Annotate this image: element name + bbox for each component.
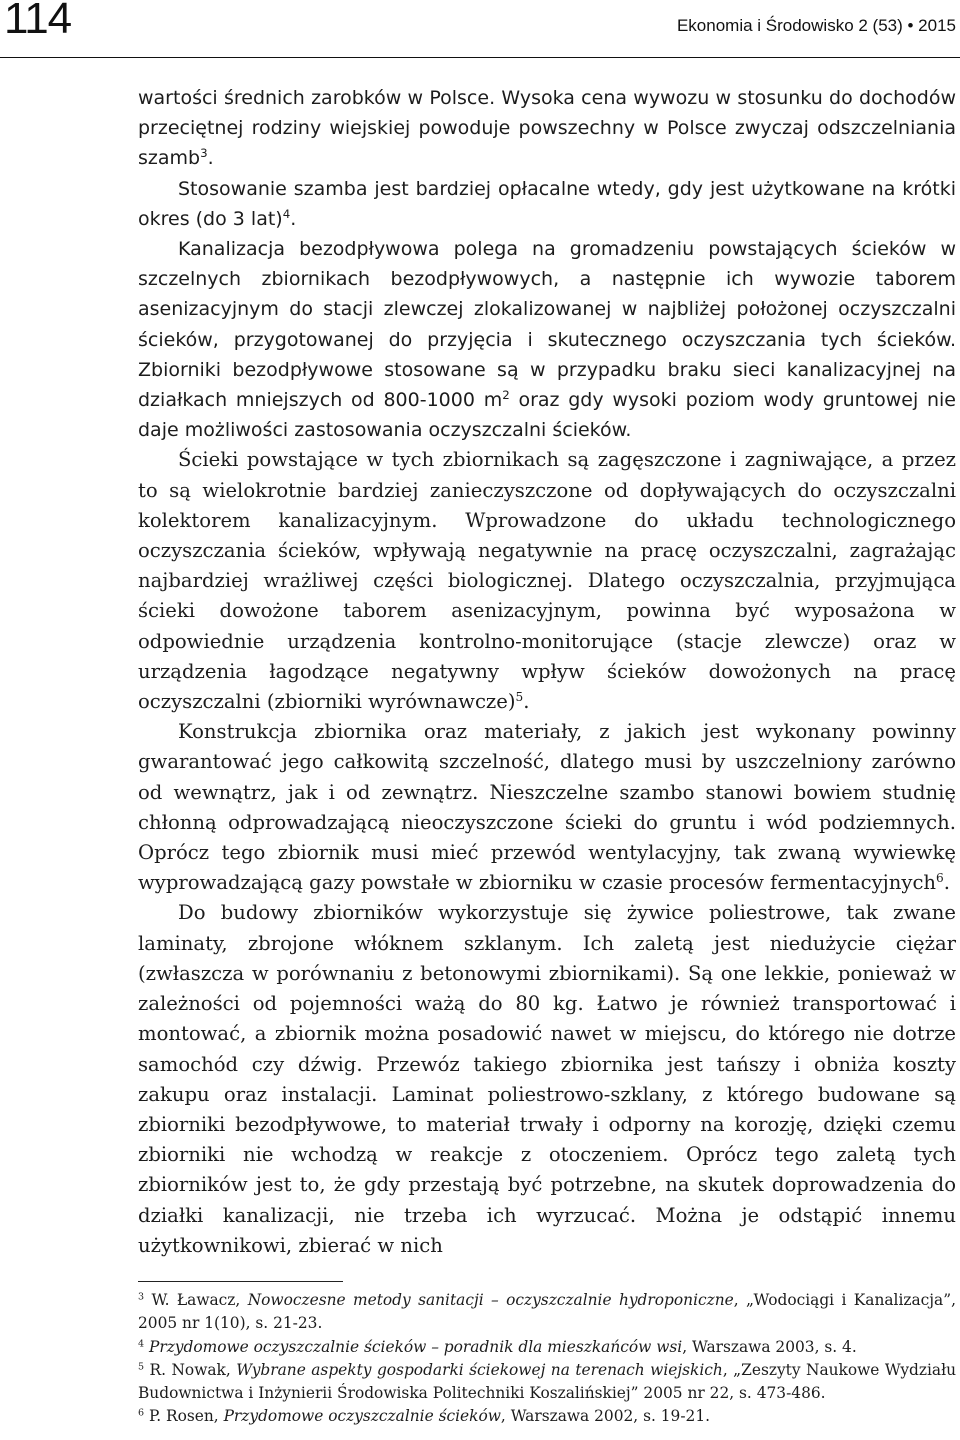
paragraph-4-text: Konstrukcja zbiornika oraz materiały, z jakich jest wykonany powinny gwarantować jego całkowitą szczelność, dlatego musi by uszczelniony zarówno od wewnątrz, jak i od zewnątrz. Nieszczelne szambo stanowi bowiem studnię chłonną odprowadzającą nieoczyszczone ścieki do gruntu i wód podziemnych. Oprócz tego zbiornik musi mieć przewód wentylacyjny, tak zwaną wywiewkę wyprowadzającą gazy powstałe w zbiorniku w czasie procesów fermentacyjnych [138,720,956,895]
footnote-number: 6 [138,1407,145,1419]
paragraph-1: wartości średnich zarobków w Polsce. Wysoka cena wywozu w stosunku do dochodów przeciętnej rodziny wiejskiej powoduje powszechny w Polsce zwyczaj odszczelniania szamb$^3$. Stosowanie szamba jest bardziej opłacalne wtedy, gdy jest użytkowane na krótki okres (do 3 lat)$^4$. [138,87,956,230]
footnote-3 [138,1289,956,1336]
footnote-title: Przydomowe oczyszczalnie ścieków – poradnik dla mieszkańców wsi [148,1337,683,1356]
paragraph-2-text: Kanalizacja bezodpływowa polega na gromadzeniu powstających ścieków w szczelnych zbiornikach bezodpływowych, a następnie ich wywozie taborem asenizacyjnym do stacji zlewczej zlokalizowanej w najbliżej położonej oczyszczalni ścieków, przygotowanej do przyjęcia i skutecznego oczyszczania tych ścieków. Zbiorniki bezodpływowe stosowane są w przypadku braku sieci kanalizacyjnej na działkach mniejszych od 800-1000 m [138,238,956,412]
header-rule [0,57,960,58]
footnote-ref-5: 5 [515,690,524,705]
footnote-title: Nowoczesne metody sanitacji – oczyszczalnie hydroponiczne [247,1291,734,1309]
paragraph-2-end: oraz gdy wysoki poziom wody gruntowej nie daje możliwości zastosowania oczyszczalni ścieków. [138,389,956,442]
superscript-2: 2 [502,388,510,403]
paragraph-3: Ścieki powstające w tych zbiornikach są zagęszczone i zagniwające, a przez to są wielokrotnie bardziej zanieczyszczone od dopływających do oczyszczalni kolektorem kanalizacyjnym. Wprowadzone do układu technologicznego oczyszczania ścieków, wpływają negatywnie na pracę oczyszczalni, zagrażając najbardziej wrażliwej części biologicznej. Dlatego oczyszczalnia, przyjmująca ścieki dowożone taborem asenizacyjnym, powinna być wyposażona w odpowiednie urządzenia kontrolno-monitorujące (stacje zlewcze) oraz w urządzenia łagodzące negatywny wpływ ścieków dowożonych na pracę oczyszczalni (zbiorniki wyrównawcze)$^5$. [138,448,956,714]
footnote-source: , Warszawa 2003, s. 4. [682,1337,857,1356]
footnote-source: , „Zeszyty Naukowe Wydziału Budownictwa i Inżynierii Środowiska Politechniki Koszalińskiej” 2005 nr 22, s. 473-486. [138,1360,956,1403]
page-number: 114 [4,0,72,43]
footnote-number: 4 [138,1338,145,1350]
footnote-number: 5 [138,1361,145,1373]
footnote-6 [138,1405,956,1428]
footnote-4 [138,1336,956,1359]
footnote-source: , „Wodociągi i Kanalizacja”, 2005 nr 1(10), s. 21-23. [138,1291,956,1333]
page-header [0,0,960,50]
footnote-ref-4: 4 [282,206,291,221]
footnote-number: 3 [138,1291,145,1303]
body-text [138,83,956,1261]
paragraph-2 [138,234,956,445]
footnote-author: W. Ławacz, [144,1291,248,1309]
footnote-ref-6: 6 [936,871,944,886]
footnote-author: P. Rosen, [144,1407,224,1426]
footnotes [138,1289,956,1429]
paragraph-1-second-sentence: Stosowanie szamba jest bardziej opłacalne wtedy, gdy jest użytkowane na krótki okres (do 3 lat) [138,177,956,230]
footnote-rule [138,1281,343,1282]
footnote-ref-3: 3 [200,146,208,161]
footnote-title: Przydomowe oczyszczalnie ścieków [223,1407,501,1426]
paragraph-5: Do budowy zbiorników wykorzystuje się żywice poliestrowe, tak zwane laminaty, zbrojone włóknem szklanym. Ich zaletą jest niedużycie ciężar (zwłaszcza w porównaniu z betonowymi zbiornikami). Są one lekkie, ponieważ w zależności od pojemności ważą do 80 kg. Łatwo je również transportować i montować, a zbiornik można posadowić nawet w miejscu, do którego nie dotrze samochód czy dźwig. Przewóz takiego zbiornika jest tańszy i obniża koszty zakupu oraz instalacji. Laminat poliestrowo-szklany, z którego budowane są zbiorniki bezodpływowe, to materiał trwały i odporny na korozję, dzięki czemu zbiorniki nie wchodzą w reakcje z otoczeniem. Oprócz tego zaletą tych zbiorników jest to, że gdy przestają być potrzebne, na skutek doprowadzenia do działki kanalizacji, nie trzeba ich wyrzucać. Można je odstąpić innemu użytkownikowi, zbierać w nich [138,901,956,1257]
footnote-author: R. Nowak, [144,1360,237,1379]
paragraph-4: Konstrukcja zbiornika oraz materiały, z jakich jest wykonany powinny gwarantować jego całkowitą szczelność, dlatego musi by uszczelniony zarówno od wewnątrz, jak i od zewnątrz. Nieszczelne szambo stanowi bowiem studnię chłonną odprowadzającą nieoczyszczone ścieki do gruntu i wód podziemnych. Oprócz tego zbiornik musi mieć przewód wentylacyjny, tak zwaną wywiewkę wyprowadzającą gazy powstałe w zbiorniku w czasie procesów fermentacyjnych$^6$. [138,720,956,895]
paragraph-3-text: Ścieki powstające w tych zbiornikach są zagęszczone i zagniwające, a przez to są wielokrotnie bardziej zanieczyszczone od dopływających do oczyszczalni kolektorem kanalizacyjnym. Wprowadzone do układu technologicznego oczyszczania ścieków, wpływają negatywnie na pracę oczyszczalni, zagrażając najbardziej wrażliwej części biologicznej. Dlatego oczyszczalnia, przyjmująca ścieki dowożone taborem asenizacyjnym, powinna być wyposażona w odpowiednie urządzenia kontrolno-monitorujące (stacje zlewcze) oraz w urządzenia łagodzące negatywny wpływ ścieków dowożonych na pracę oczyszczalni (zbiorniki wyrównawcze) [138,448,956,714]
paragraph-1-text: wartości średnich zarobków w Polsce. Wysoka cena wywozu w stosunku do dochodów przeciętnej rodziny wiejskiej powoduje powszechny w Polsce zwyczaj odszczelniania szamb [138,87,956,170]
footnote-title: Wybrane aspekty gospodarki ściekowej na terenach wiejskich [236,1360,723,1379]
footnote-source: , Warszawa 2002, s. 19-21. [500,1407,711,1426]
footnote-5 [138,1359,956,1406]
journal-running-head: Ekonomia i Środowisko 2 (53) • 2015 [676,16,956,35]
